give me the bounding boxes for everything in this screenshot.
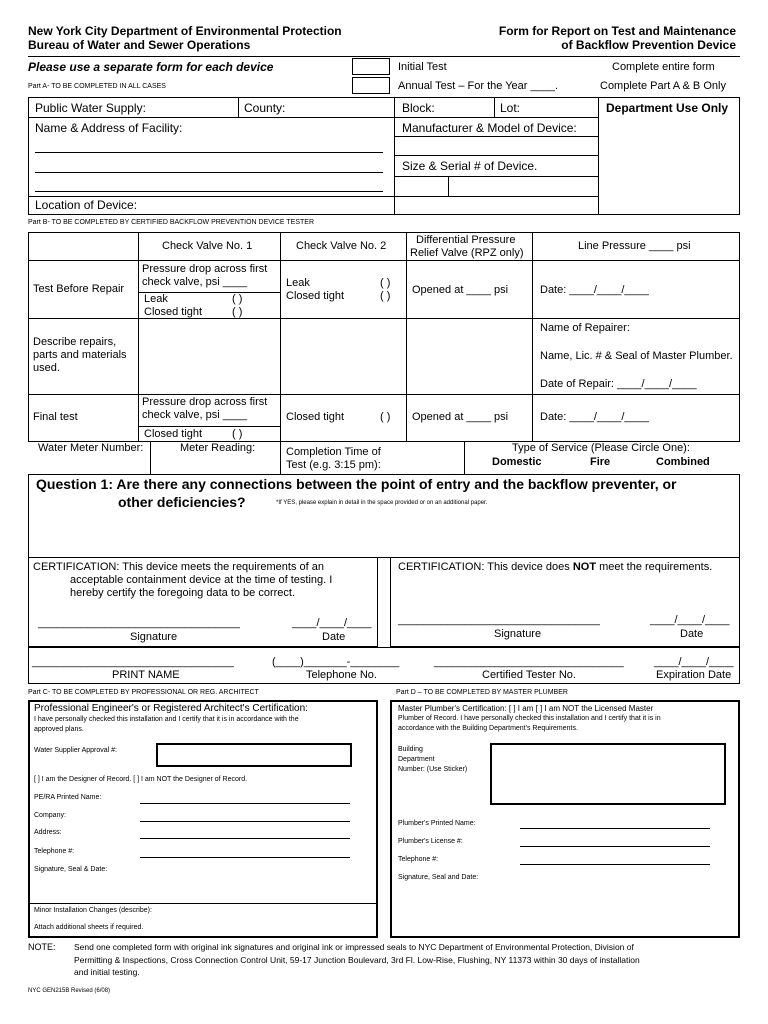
part-d-title-l3: accordance with the Building Department's Requirements. xyxy=(398,725,578,732)
tester-number-line[interactable]: _______________________________ xyxy=(434,656,624,668)
public-water-supply-label: Public Water Supply: xyxy=(35,101,146,115)
designer-of-record-options[interactable]: [ ] I am the Designer of Record. [ ] I am NOT the Designer of Record. xyxy=(34,776,248,783)
plumber-license-field[interactable] xyxy=(520,846,710,847)
final-pressure-drop-l1: Pressure drop across first xyxy=(142,396,268,408)
part-d-box xyxy=(390,700,740,938)
facility-address-line-3[interactable] xyxy=(35,191,383,192)
tester-number-label: Certified Tester No. xyxy=(482,669,576,681)
complete-entire-note: Complete entire form xyxy=(612,61,715,73)
facility-address-line-1[interactable] xyxy=(35,152,383,153)
service-fire[interactable]: Fire xyxy=(590,456,611,468)
plumber-license-label: Plumber's License #: xyxy=(398,838,463,845)
final-cv1-closed-tight: Closed tight xyxy=(144,428,203,440)
note-line-1: Send one completed form with original ink signatures and original ink or impressed seals to NYC Department of Environmental Protection, Division of xyxy=(74,942,634,952)
final-cv2-closed-tight-checkbox[interactable]: ( ) xyxy=(380,411,391,423)
describe-repairs-l2: parts and materials xyxy=(33,349,127,361)
department-use-only: Department Use Only xyxy=(606,101,729,115)
address-field[interactable] xyxy=(140,838,350,839)
note-line-2: Permitting & Inspections, Cross Connection Control Unit, 59-17 Junction Boulevard, 3rd Fl. Low-Rise, Flushing, NY 11373 within 30 days of installation xyxy=(74,955,640,965)
facility-name-address-label: Name & Address of Facility: xyxy=(35,121,183,135)
plumber-name-field[interactable] xyxy=(520,828,710,829)
completion-time-l1: Completion Time of xyxy=(286,446,381,458)
bureau-name: Bureau of Water and Sewer Operations xyxy=(28,38,251,52)
initial-test-checkbox[interactable] xyxy=(352,58,390,75)
cert-meets-l1: CERTIFICATION: This device meets the requirements of an xyxy=(33,561,324,573)
part-c-telephone-field[interactable] xyxy=(140,857,350,858)
building-dept-number-field[interactable] xyxy=(490,743,726,805)
cert-meets-l2: acceptable containment device at the time of testing. I xyxy=(70,574,333,586)
form-code: NYC GEN215B Revised (6/08) xyxy=(28,988,111,994)
part-c-heading: Part C- TO BE COMPLETED BY PROFESSIONAL OR REG. ARCHITECT xyxy=(28,689,259,696)
county-label: County: xyxy=(244,101,286,115)
company-field[interactable] xyxy=(140,821,350,822)
part-a-heading: Part A- TO BE COMPLETED IN ALL CASES xyxy=(28,83,166,90)
cert-not-signature-line[interactable]: _________________________________ xyxy=(398,614,600,626)
pe-ra-name-field[interactable] xyxy=(140,803,350,804)
final-cv2-closed-tight: Closed tight xyxy=(286,411,345,423)
attach-sheets-note: Attach additional sheets if required. xyxy=(34,924,144,931)
note-line-3: and initial testing. xyxy=(74,967,140,977)
rpz-opened-at: Opened at ____ psi xyxy=(412,284,509,296)
final-cv1-closed-tight-checkbox[interactable]: ( ) xyxy=(232,428,243,440)
cert-meets-signature-line[interactable]: _________________________________ xyxy=(38,617,240,629)
building-dept-l3: Number: (Use Sticker) xyxy=(398,766,468,773)
part-c-body-l1: I have personally checked this installation and I certify that it is in accordance with the xyxy=(34,716,299,723)
print-name-label: PRINT NAME xyxy=(112,669,180,681)
cert-not-date-label: Date xyxy=(680,628,704,640)
part-d-heading: Part D – TO BE COMPLETED BY MASTER PLUMBER xyxy=(396,689,568,696)
final-test-date: Date: ____/____/____ xyxy=(540,411,649,423)
part-d-title-l2: Plumber of Record. I have personally checked this installation and I certify that it is in xyxy=(398,715,661,722)
test-before-date: Date: ____/____/____ xyxy=(540,284,649,296)
part-d-telephone-label: Telephone #: xyxy=(398,856,439,863)
question-1-line2: other deficiencies? xyxy=(118,494,246,510)
pressure-drop-l1: Pressure drop across first xyxy=(142,263,268,275)
block-label: Block: xyxy=(402,101,435,115)
expiration-date-label: Expiration Date xyxy=(656,669,732,681)
water-meter-number: Water Meter Number: xyxy=(38,442,144,454)
service-combined[interactable]: Combined xyxy=(656,456,710,468)
name-of-repairer: Name of Repairer: xyxy=(540,322,630,334)
size-serial-label: Size & Serial # of Device. xyxy=(402,159,538,173)
initial-test-label: Initial Test xyxy=(398,61,447,73)
cv1-leak-label: Leak xyxy=(144,293,168,305)
question-1-line1: Question 1: Are there any connections between the point of entry and the backflow preventer, or xyxy=(36,476,677,492)
complete-ab-note: Complete Part A & B Only xyxy=(600,80,726,92)
facility-address-line-2[interactable] xyxy=(35,172,383,173)
annual-test-label: Annual Test – For the Year ____. xyxy=(398,80,559,92)
header-divider xyxy=(28,56,740,57)
cert-meets-date-label: Date xyxy=(322,631,346,643)
col-diff-pressure-l1: Differential Pressure xyxy=(416,234,516,246)
water-supplier-approval-field[interactable] xyxy=(156,743,352,767)
cv2-leak-label: Leak xyxy=(286,277,310,289)
row-test-before-repair: Test Before Repair xyxy=(33,283,125,295)
cv2-closed-tight-checkbox[interactable]: ( ) xyxy=(380,290,391,302)
date-of-repair: Date of Repair: ____/____/____ xyxy=(540,378,697,390)
cert-meets-signature-label: Signature xyxy=(130,631,178,643)
pe-ra-name-label: PE/RA Printed Name: xyxy=(34,794,102,801)
cert-not-meets: CERTIFICATION: This device does NOT meet the requirements. xyxy=(398,561,713,573)
part-d-title-l1: Master Plumber's Certification: [ ] I am [ ] I am NOT the Licensed Master xyxy=(398,704,654,713)
describe-repairs-l1: Describe repairs, xyxy=(33,336,117,348)
question-1-note: *If YES, please explain in detail in the space provided or on an additional paper. xyxy=(276,500,488,506)
manufacturer-model-label: Manufacturer & Model of Device: xyxy=(402,121,577,135)
row-final-test: Final test xyxy=(33,411,78,423)
agency-name: New York City Department of Environmental Protection xyxy=(28,24,342,38)
plumber-name-label: Plumber's Printed Name: xyxy=(398,820,476,827)
cv1-closed-tight-label: Closed tight xyxy=(144,306,203,318)
cert-not-date-line[interactable]: ____/____/____ xyxy=(650,614,730,626)
part-c-telephone-label: Telephone #: xyxy=(34,848,75,855)
lot-label: Lot: xyxy=(500,101,521,115)
cert-meets-date-line[interactable]: ____/____/____ xyxy=(292,617,372,629)
part-d-signature-label: Signature, Seal and Date: xyxy=(398,874,479,881)
expiration-date-line[interactable]: ____/____/____ xyxy=(654,656,734,668)
cv1-closed-tight-checkbox[interactable]: ( ) xyxy=(232,306,243,318)
cert-not-signature-label: Signature xyxy=(494,628,542,640)
master-plumber-name-lic: Name, Lic. # & Seal of Master Plumber. xyxy=(540,350,733,362)
building-dept-l1: Building xyxy=(398,746,423,753)
col-check-valve-1: Check Valve No. 1 xyxy=(162,240,253,252)
print-name-line[interactable]: _________________________________ xyxy=(32,656,234,668)
col-check-valve-2: Check Valve No. 2 xyxy=(296,240,387,252)
part-c-title: Professional Engineer's or Registered Architect's Certification: xyxy=(34,703,308,714)
water-supplier-approval-label: Water Supplier Approval #: xyxy=(34,747,118,754)
location-of-device-label: Location of Device: xyxy=(35,198,138,212)
part-b-heading: Part B- TO BE COMPLETED BY CERTIFIED BACKFLOW PREVENTION DEVICE TESTER xyxy=(28,219,315,226)
telephone-line[interactable]: (____)_______-________ xyxy=(272,656,400,668)
part-c-signature-label: Signature, Seal & Date: xyxy=(34,866,108,873)
cv2-closed-tight-label: Closed tight xyxy=(286,290,345,302)
meter-reading: Meter Reading: xyxy=(180,442,256,454)
col-diff-pressure-l2: Relief Valve (RPZ only) xyxy=(410,247,524,259)
final-rpz-opened-at: Opened at ____ psi xyxy=(412,411,509,423)
service-domestic[interactable]: Domestic xyxy=(492,456,542,468)
annual-test-checkbox[interactable] xyxy=(352,77,390,94)
final-pressure-drop-l2: check valve, psi ____ xyxy=(142,409,248,421)
minor-changes-label: Minor Installation Changes (describe): xyxy=(34,907,152,914)
address-label: Address: xyxy=(34,829,62,836)
pressure-drop-l2: check valve, psi ____ xyxy=(142,276,248,288)
cv1-leak-checkbox[interactable]: ( ) xyxy=(232,293,243,305)
cv2-leak-checkbox[interactable]: ( ) xyxy=(380,277,391,289)
telephone-label: Telephone No. xyxy=(306,669,377,681)
completion-time-l2: Test (e.g. 3:15 pm): xyxy=(286,459,381,471)
form-title-line1: Form for Report on Test and Maintenance xyxy=(498,24,736,38)
building-dept-l2: Department xyxy=(398,756,435,763)
col-line-pressure: Line Pressure ____ psi xyxy=(578,240,691,252)
type-of-service: Type of Service (Please Circle One): xyxy=(512,442,690,454)
company-label: Company: xyxy=(34,812,66,819)
describe-repairs-l3: used. xyxy=(33,362,60,374)
part-c-body-l2: approved plans. xyxy=(34,726,84,733)
separate-form-instruction: Please use a separate form for each device xyxy=(28,60,274,74)
cert-meets-l3: hereby certify the foregoing data to be correct. xyxy=(70,587,296,599)
note-label: NOTE: xyxy=(28,942,56,952)
form-title-line2: of Backflow Prevention Device xyxy=(561,38,736,52)
part-d-telephone-field[interactable] xyxy=(520,864,710,865)
